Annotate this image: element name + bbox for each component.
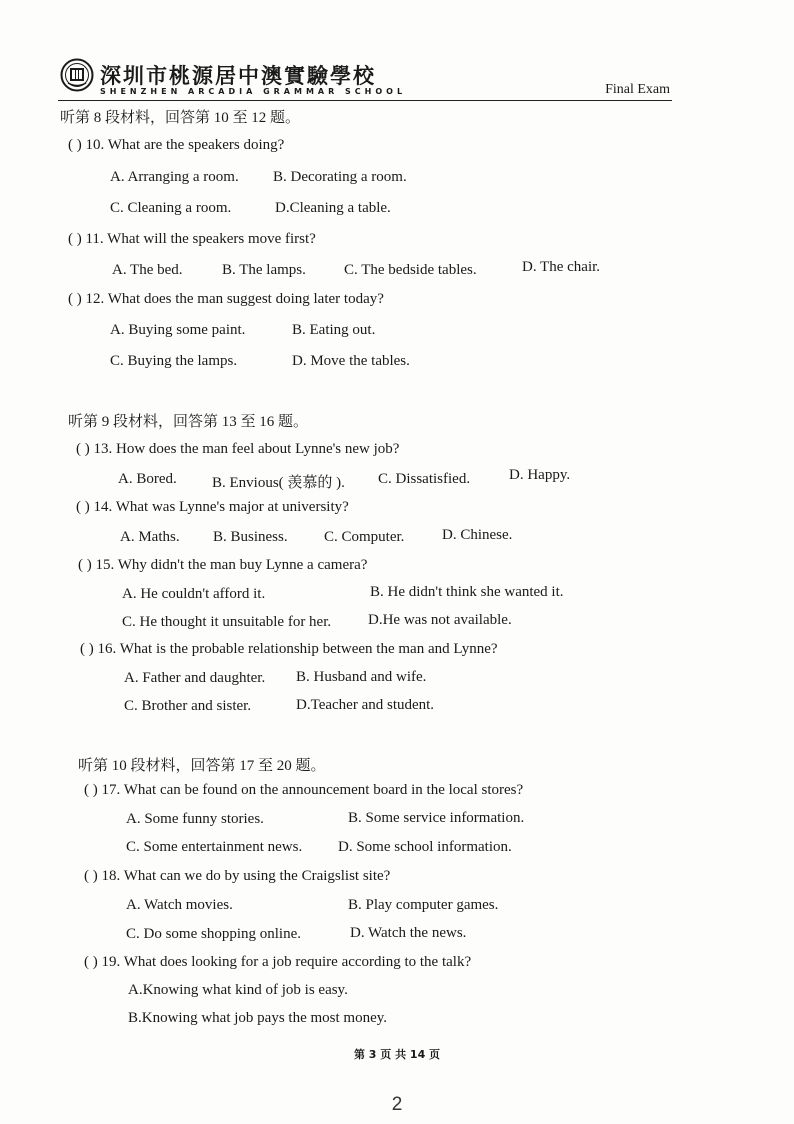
question-option: B. Husband and wife. bbox=[296, 669, 427, 685]
question-option: B. Some service information. bbox=[348, 810, 525, 826]
header-divider bbox=[58, 100, 672, 101]
question-stem: ( ) 10. What are the speakers doing? bbox=[68, 137, 285, 153]
section-heading: 听第 9 段材料，回答第 13 至 16 题。 bbox=[68, 414, 309, 430]
question-stem: ( ) 19. What does looking for a job require according to the talk? bbox=[84, 954, 472, 970]
question-stem: ( ) 13. How does the man feel about Lynne's new job? bbox=[76, 441, 400, 457]
question-option: A. Watch movies. bbox=[126, 897, 233, 913]
question-option: D. Happy. bbox=[509, 467, 571, 483]
question-option: B. Envious( 羡慕的 ). bbox=[212, 475, 345, 491]
question-stem: ( ) 16. What is the probable relationship between the man and Lynne? bbox=[80, 641, 498, 657]
question-option: B. Decorating a room. bbox=[273, 169, 407, 185]
question-stem: ( ) 12. What does the man suggest doing later today? bbox=[68, 291, 384, 307]
question-option: C. Buying the lamps. bbox=[110, 353, 238, 369]
school-header bbox=[58, 56, 672, 102]
question-stem: ( ) 15. Why didn't the man buy Lynne a camera? bbox=[78, 557, 368, 573]
question-option: D. The chair. bbox=[522, 259, 601, 275]
question-option: D.He was not available. bbox=[368, 612, 512, 628]
school-name-en: SHENZHEN ARCADIA GRAMMAR SCHOOL bbox=[100, 87, 407, 96]
question-option: B. Play computer games. bbox=[348, 897, 499, 913]
question-stem: ( ) 11. What will the speakers move first? bbox=[68, 231, 316, 247]
question-option: A. Bored. bbox=[118, 471, 177, 487]
question-stem: ( ) 17. What can be found on the announcement board in the local stores? bbox=[84, 782, 524, 798]
question-option: B. He didn't think she wanted it. bbox=[370, 584, 564, 600]
question-option: A. Buying some paint. bbox=[110, 322, 246, 338]
question-option: C. Do some shopping online. bbox=[126, 926, 301, 942]
question-option: C. Brother and sister. bbox=[124, 698, 252, 714]
school-logo-icon bbox=[60, 58, 94, 92]
question-stem: ( ) 18. What can we do by using the Craigslist site? bbox=[84, 868, 391, 884]
question-option: D. Watch the news. bbox=[350, 925, 467, 941]
question-option: C. He thought it unsuitable for her. bbox=[122, 614, 332, 630]
question-option: A. Arranging a room. bbox=[110, 169, 239, 185]
question-option: D.Teacher and student. bbox=[296, 697, 435, 713]
question-option: B. The lamps. bbox=[222, 262, 306, 278]
question-option: D. Some school information. bbox=[338, 839, 512, 855]
question-option: D. Move the tables. bbox=[292, 353, 410, 369]
page-footer: 第 3 页 共 14 页 bbox=[353, 1048, 441, 1061]
question-option: A. He couldn't afford it. bbox=[122, 586, 266, 602]
question-option: A. Maths. bbox=[120, 529, 180, 545]
question-option: B. Eating out. bbox=[292, 322, 376, 338]
question-option: B. Business. bbox=[213, 529, 288, 545]
question-option: B.Knowing what job pays the most money. bbox=[128, 1010, 388, 1026]
question-option: C. Some entertainment news. bbox=[126, 839, 303, 855]
question-option: D. Chinese. bbox=[442, 527, 513, 543]
question-option: C. Dissatisfied. bbox=[378, 471, 471, 487]
question-option: C. Computer. bbox=[324, 529, 405, 545]
question-option: D.Cleaning a table. bbox=[275, 200, 391, 216]
section-heading: 听第 10 段材料，回答第 17 至 20 题。 bbox=[78, 758, 326, 774]
question-option: A. The bed. bbox=[112, 262, 183, 278]
question-option: C. The bedside tables. bbox=[344, 262, 477, 278]
question-stem: ( ) 14. What was Lynne's major at university? bbox=[76, 499, 349, 515]
question-option: A.Knowing what kind of job is easy. bbox=[128, 982, 348, 998]
question-option: A. Father and daughter. bbox=[124, 670, 266, 686]
school-name-cn: 深圳市桃源居中澳實驗學校 bbox=[100, 63, 376, 88]
exam-title: Final Exam bbox=[605, 82, 670, 97]
question-option: C. Cleaning a room. bbox=[110, 200, 232, 216]
page-number: 2 bbox=[391, 1094, 403, 1115]
section-heading: 听第 8 段材料，回答第 10 至 12 题。 bbox=[60, 110, 301, 126]
question-option: A. Some funny stories. bbox=[126, 811, 264, 827]
